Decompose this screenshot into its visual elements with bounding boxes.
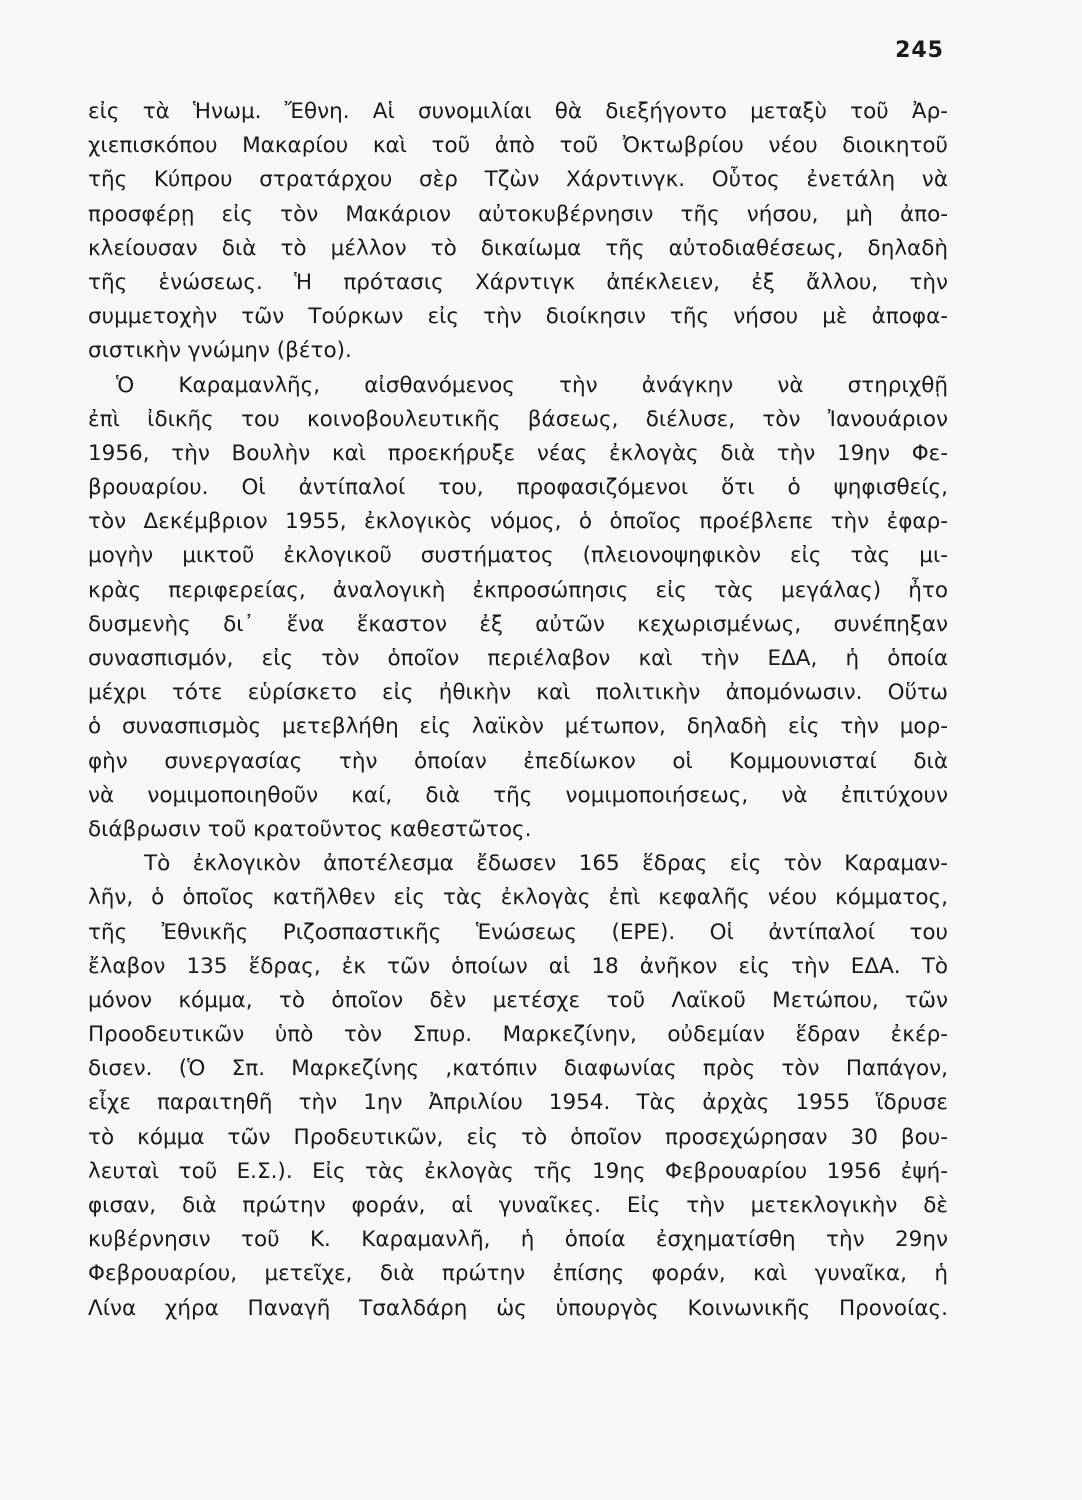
text-line: τῆς ἑνώσεως. Ἡ πρότασις Χάρντιγκ ἀπέκλειεν, ἐξ ἄλλου, τὴν [88, 269, 948, 295]
text-line: Φεβρουαρίου, μετεῖχε, διὰ πρώτην ἐπίσης φοράν, καὶ γυναῖκα, ἡ [88, 1261, 948, 1287]
text-line: κλείουσαν διὰ τὸ μέλλον τὸ δικαίωμα τῆς αὐτοδιαθέσεως, δηλαδὴ [88, 235, 948, 261]
text-line: λῆν, ὁ ὁποῖος κατῆλθεν εἰς τὰς ἐκλογὰς ἐπὶ κεφαλῆς νέου κόμματος, [88, 885, 948, 911]
text-line: κρὰς περιφερείας, ἀναλογικὴ ἐκπροσώπησις εἰς τὰς μεγάλας) ἦτο [88, 577, 948, 603]
text-line: μέχρι τότε εὑρίσκετο εἰς ἠθικὴν καὶ πολιτικὴν ἀπομόνωσιν. Οὕτω [88, 680, 948, 706]
text-line: τῆς Κύπρου στρατάρχου σὲρ Τζὼν Χάρντινγκ. Οὗτος ἐνετάλη νὰ [88, 167, 948, 193]
text-line: Ὁ Καραμανλῆς, αἰσθανόμενος τὴν ἀνάγκην νὰ στηριχθῇ [116, 372, 948, 398]
text-line: τὸ κόμμα τῶν Προδευτικῶν, εἰς τὸ ὁποῖον προσεχώρησαν 30 βου- [88, 1124, 948, 1150]
text-line: προσφέρῃ εἰς τὸν Μακάριον αὐτοκυβέρνησιν τῆς νήσου, μὴ ἀπο- [88, 201, 948, 227]
text-line: κυβέρνησιν τοῦ Κ. Καραμανλῆ, ἡ ὁποία ἐσχηματίσθη τὴν 29ην [88, 1227, 948, 1253]
text-line: νὰ νομιμοποιηθοῦν καί, διὰ τῆς νομιμοποιήσεως, νὰ ἐπιτύχουν [88, 782, 948, 808]
text-line: διάβρωσιν τοῦ κρατοῦντος καθεστῶτος. [88, 816, 532, 842]
text-line: μογὴν μικτοῦ ἐκλογικοῦ συστήματος (πλειονοψηφικὸν εἰς τὰς μι- [88, 543, 948, 569]
text-line: φισαν, διὰ πρώτην φοράν, αἱ γυναῖκες. Εἰς τὴν μετεκλογικὴν δὲ [88, 1193, 948, 1218]
text-line: χιεπισκόπου Μακαρίου καὶ τοῦ ἀπὸ τοῦ Ὀκτωβρίου νέου διοικητοῦ [88, 133, 948, 159]
text-line: φὴν συνεργασίας τὴν ὁποίαν ἐπεδίωκον οἱ Κομμουνισταί διὰ [88, 748, 948, 774]
text-line: τῆς Ἐθνικῆς Ριζοσπαστικῆς Ἑνώσεως (ΕΡΕ). Οἱ ἀντίπαλοί του [88, 919, 948, 945]
text-line: Προοδευτικῶν ὑπὸ τὸν Σπυρ. Μαρκεζίνην, οὐδεμίαν ἕδραν ἐκέρ- [88, 1022, 948, 1048]
body-text [88, 95, 948, 1326]
page-number: 245 [895, 38, 944, 63]
text-line: εἶχε παραιτηθῆ τὴν 1ην Ἀπριλίου 1954. Τὰς ἀρχὰς 1955 ἵδρυσε [88, 1090, 948, 1116]
text-line: λευταὶ τοῦ Ε.Σ.). Εἰς τὰς ἐκλογὰς τῆς 19ης Φεβρουαρίου 1956 ἐψή- [88, 1158, 948, 1184]
text-line: σιστικὴν γνώμην (βέτο). [88, 338, 352, 364]
text-line: ἐπὶ ἰδικῆς του κοινοβουλευτικῆς βάσεως, διέλυσε, τὸν Ἰανουάριον [88, 406, 948, 432]
text-line: ὁ συνασπισμὸς μετεβλήθη εἰς λαϊκὸν μέτωπον, δηλαδὴ εἰς τὴν μορ- [88, 714, 948, 740]
text-line: Λίνα χήρα Παναγῆ Τσαλδάρη ὡς ὑπουργὸς Κοινωνικῆς Προνοίας. [88, 1295, 948, 1321]
text-line: μόνον κόμμα, τὸ ὁποῖον δὲν μετέσχε τοῦ Λαϊκοῦ Μετώπου, τῶν [88, 987, 948, 1013]
text-line: ἔλαβον 135 ἕδρας, ἐκ τῶν ὁποίων αἱ 18 ἀνῆκον εἰς τὴν ΕΔΑ. Τὸ [88, 953, 948, 979]
text-line: εἰς τὰ Ἡνωμ. Ἔθνη. Αἱ συνομιλίαι θὰ διεξήγοντο μεταξὺ τοῦ Ἀρ- [88, 99, 948, 124]
text-line: τὸν Δεκέμβριον 1955, ἐκλογικὸς νόμος, ὁ ὁποῖος προέβλεπε τὴν ἐφαρ- [88, 509, 948, 535]
text-line: βρουαρίου. Οἱ ἀντίπαλοί του, προφασιζόμενοι ὅτι ὁ ψηφισθείς, [88, 475, 948, 501]
text-line: συμμετοχὴν τῶν Τούρκων εἰς τὴν διοίκησιν τῆς νήσου μὲ ἀποφα- [88, 304, 948, 330]
text-line: Τὸ ἐκλογικὸν ἀποτέλεσμα ἔδωσεν 165 ἕδρας εἰς τὸν Καραμαν- [144, 851, 948, 877]
text-line: 1956, τὴν Βουλὴν καὶ προεκήρυξε νέας ἐκλογὰς διὰ τὴν 19ην Φε- [88, 440, 948, 466]
text-line: δισεν. (Ὁ Σπ. Μαρκεζίνης ,κατόπιν διαφωνίας πρὸς τὸν Παπάγον, [88, 1056, 948, 1082]
text-line: συνασπισμόν, εἰς τὸν ὁποῖον περιέλαβον καὶ τὴν ΕΔΑ, ἡ ὁποία [88, 646, 948, 671]
text-line: δυσμενὴς δι᾽ ἕνα ἕκαστον ἐξ αὐτῶν κεχωρισμένως, συνέπηξαν [88, 611, 948, 637]
